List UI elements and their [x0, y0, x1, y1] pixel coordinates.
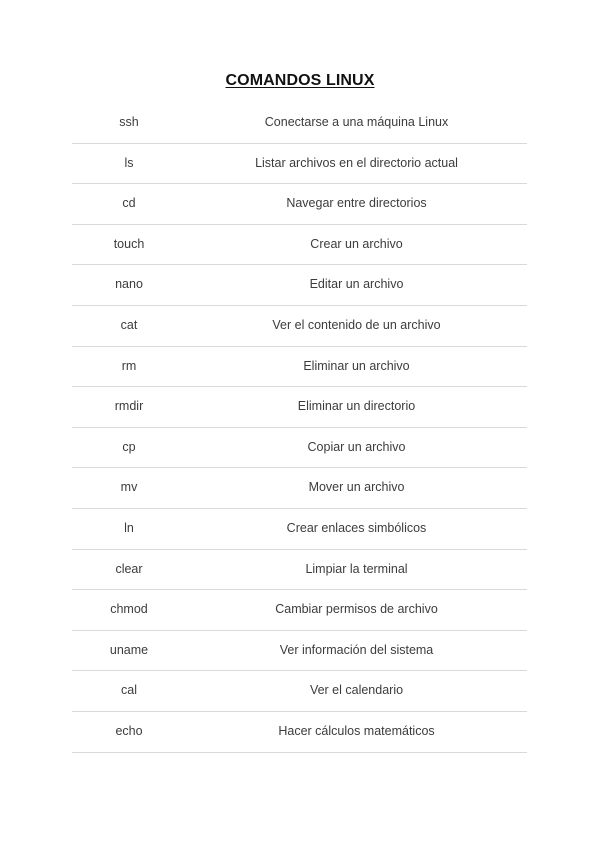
table-row: [72, 306, 527, 347]
command-cell: cal: [121, 683, 137, 698]
description-cell: Cambiar permisos de archivo: [275, 602, 438, 617]
description-cell: Navegar entre directorios: [286, 196, 427, 211]
description-cell: Limpiar la terminal: [305, 561, 408, 576]
command-cell: mv: [120, 480, 138, 495]
description-cell: Listar archivos en el directorio actual: [255, 155, 458, 170]
command-cell: echo: [115, 723, 143, 738]
table-row: [72, 103, 527, 144]
command-cell: uname: [109, 642, 149, 657]
command-cell: cd: [122, 196, 136, 211]
table-row: [72, 428, 527, 469]
table-row: [72, 590, 527, 631]
command-cell: touch: [113, 236, 145, 251]
command-cell: nano: [115, 277, 143, 292]
table-row: [72, 468, 527, 509]
command-cell: rm: [121, 358, 137, 373]
table-row: [72, 550, 527, 591]
description-cell: Editar un archivo: [309, 277, 404, 292]
command-cell: clear: [115, 561, 143, 576]
command-cell: cat: [120, 317, 138, 332]
description-cell: Crear enlaces simbólicos: [286, 520, 427, 535]
command-cell: cp: [122, 439, 136, 454]
description-cell: Copiar un archivo: [307, 439, 406, 454]
description-cell: Eliminar un directorio: [297, 399, 416, 414]
table-row: [72, 712, 527, 753]
table-row: [72, 347, 527, 388]
description-cell: Eliminar un archivo: [303, 358, 410, 373]
table-row: [72, 144, 527, 185]
command-cell: ln: [124, 520, 134, 535]
description-cell: Hacer cálculos matemáticos: [278, 723, 435, 738]
description-cell: Crear un archivo: [310, 236, 403, 251]
description-cell: Mover un archivo: [308, 480, 405, 495]
table-row: [72, 387, 527, 428]
command-cell: ssh: [119, 115, 139, 129]
description-cell: Ver información del sistema: [279, 642, 434, 657]
description-cell: Ver el calendario: [309, 683, 404, 698]
commands-table: [72, 103, 527, 753]
table-row: [72, 509, 527, 550]
command-cell: rmdir: [114, 399, 144, 414]
table-row: [72, 225, 527, 266]
command-cell: ls: [124, 155, 134, 170]
page-title: COMANDOS LINUX: [225, 72, 375, 89]
description-cell: Ver el contenido de un archivo: [272, 317, 441, 332]
table-row: [72, 265, 527, 306]
table-row: [72, 631, 527, 672]
table-row: [72, 671, 527, 712]
description-cell: Conectarse a una máquina Linux: [264, 115, 449, 129]
command-cell: chmod: [110, 602, 148, 617]
table-row: [72, 184, 527, 225]
